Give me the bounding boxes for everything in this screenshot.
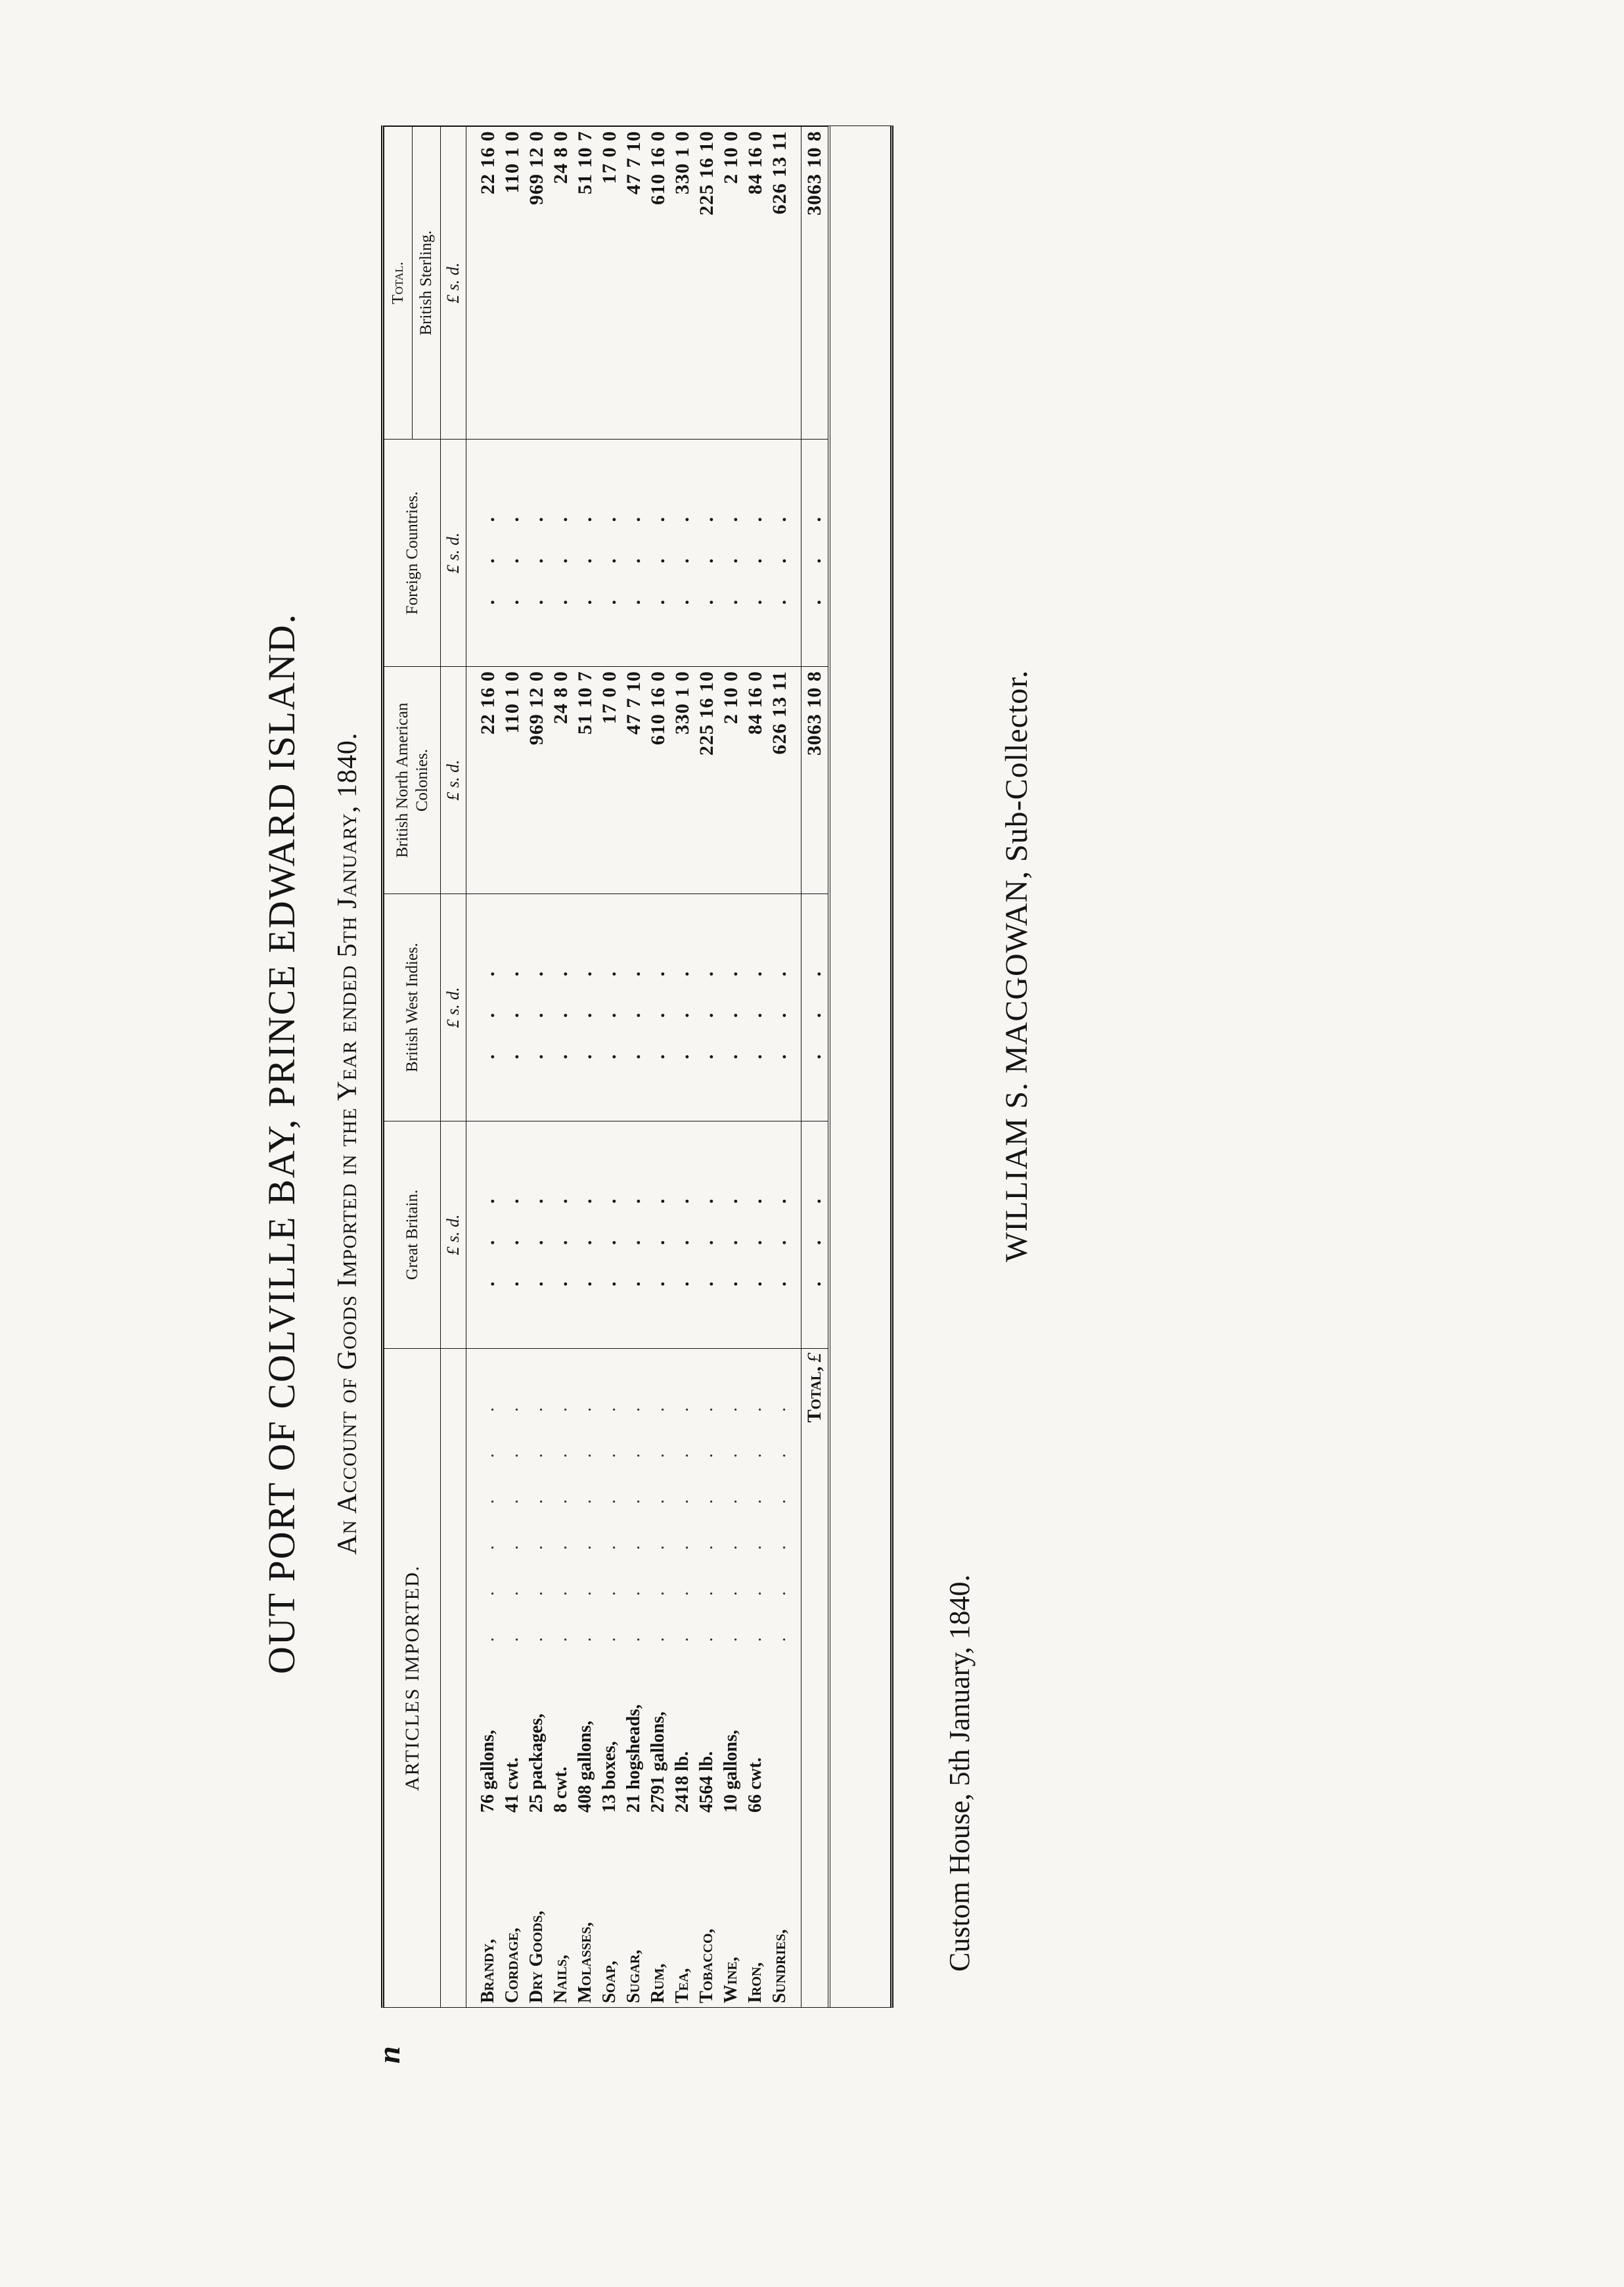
- bwi-value: . . .: [597, 894, 621, 1121]
- bnac-value: 24 8 0: [549, 667, 573, 894]
- table-row: [646, 127, 670, 2008]
- article-cell: [476, 1348, 500, 2007]
- bnac-header: British North American Colonies.: [384, 667, 441, 894]
- table-row: [719, 127, 743, 2008]
- foreign-total: . . .: [801, 440, 830, 667]
- total-value: 610 16 0: [646, 127, 670, 440]
- article-cell: [573, 1348, 597, 2007]
- bwi-value: . . .: [719, 894, 743, 1121]
- article-cell: [767, 1348, 792, 2007]
- article-quantity: 408 gallons,: [575, 1720, 595, 1813]
- dot-leader: . . . . . .: [599, 1389, 620, 1642]
- table-row: [500, 127, 524, 2008]
- article-cell: [719, 1348, 743, 2007]
- spacer-cell: [466, 127, 476, 440]
- spacer-row: [466, 127, 476, 2008]
- bwi-value: . . .: [743, 894, 767, 1121]
- dot-leader: . . . . . .: [478, 1389, 498, 1642]
- spacer-row: [792, 127, 801, 2008]
- gb-value: . . .: [646, 1121, 670, 1348]
- article-quantity: 66 cwt.: [745, 1757, 765, 1813]
- bwi-total: . . .: [801, 894, 830, 1121]
- table-row: [670, 127, 694, 2008]
- spacer-cell: [792, 1121, 801, 1348]
- foreign-value: . . .: [646, 440, 670, 667]
- spacer-cell: [792, 127, 801, 440]
- bwi-value: . . .: [621, 894, 646, 1121]
- table-row: [743, 127, 767, 2008]
- gb-total: . . .: [801, 1121, 830, 1348]
- dot-leader: . . . . . .: [745, 1389, 765, 1642]
- page-mark: n: [372, 2046, 407, 2064]
- article-cell: [743, 1348, 767, 2007]
- gb-value: . . .: [621, 1121, 646, 1348]
- bwi-value: . . .: [549, 894, 573, 1121]
- foreign-value: . . .: [743, 440, 767, 667]
- table-row: [549, 127, 573, 2008]
- bwi-value: . . .: [646, 894, 670, 1121]
- article-quantity: 76 gallons,: [478, 1729, 498, 1813]
- article-name: Tea,: [672, 1968, 692, 2003]
- bwi-value: . . .: [767, 894, 792, 1121]
- gb-value: . . .: [767, 1121, 792, 1348]
- bwi-value: . . .: [573, 894, 597, 1121]
- article-name: Brandy,: [478, 1939, 498, 2003]
- article-name: Dry Goods,: [526, 1911, 547, 2003]
- article-name: Soap,: [599, 1960, 620, 2003]
- spacer-cell: [466, 894, 476, 1121]
- spacer-cell: [466, 1121, 476, 1348]
- dot-leader: . . . . . .: [623, 1389, 644, 1642]
- total-value: 24 8 0: [549, 127, 573, 440]
- table-row: [573, 127, 597, 2008]
- total-value: 47 7 10: [621, 127, 646, 440]
- pound-sign: £: [803, 1352, 825, 1363]
- foreign-value: . . .: [767, 440, 792, 667]
- total-value: 84 16 0: [743, 127, 767, 440]
- total-value: 17 0 0: [597, 127, 621, 440]
- article-name: Cordage,: [502, 1927, 522, 2003]
- foreign-value: . . .: [476, 440, 500, 667]
- foreign-value: . . .: [597, 440, 621, 667]
- bnac-value: 51 10 7: [573, 667, 597, 894]
- article-cell: [694, 1348, 719, 2007]
- gb-value: . . .: [573, 1121, 597, 1348]
- article-quantity: 2791 gallons,: [648, 1711, 668, 1813]
- bnac-units: £ s. d.: [441, 667, 466, 894]
- article-quantity: 2418 lb.: [672, 1751, 692, 1813]
- article-name: Molasses,: [575, 1922, 595, 2003]
- foreign-value: . . .: [524, 440, 549, 667]
- place-date: Custom House, 5th January, 1840.: [943, 1574, 976, 1972]
- bwi-value: . . .: [694, 894, 719, 1121]
- table-row: [767, 127, 792, 2008]
- gb-value: . . .: [743, 1121, 767, 1348]
- dot-leader: . . . . . .: [575, 1389, 595, 1642]
- article-quantity: 10 gallons,: [721, 1729, 741, 1813]
- bwi-units: £ s. d.: [441, 894, 466, 1121]
- bnac-value: 330 1 0: [670, 667, 694, 894]
- foreign-value: . . .: [500, 440, 524, 667]
- gb-value: . . .: [719, 1121, 743, 1348]
- bnac-value: 17 0 0: [597, 667, 621, 894]
- imports-table-body: [466, 127, 830, 2008]
- dot-leader: . . . . . .: [648, 1389, 668, 1642]
- gb-value: . . .: [694, 1121, 719, 1348]
- grand-total: 3063 10 8: [801, 127, 830, 440]
- bwi-value: . . .: [524, 894, 549, 1121]
- spacer-cell: [466, 667, 476, 894]
- bnac-total: 3063 10 8: [801, 667, 830, 894]
- foreign-value: . . .: [694, 440, 719, 667]
- foreign-value: . . .: [549, 440, 573, 667]
- total-value: 330 1 0: [670, 127, 694, 440]
- bnac-value: 626 13 11: [767, 667, 792, 894]
- page-title: OUT PORT OF COLVILLE BAY, PRINCE EDWARD ISLAND.: [260, 612, 303, 1675]
- dot-leader: . . . . . .: [696, 1389, 717, 1642]
- signature: WILLIAM S. MACGOWAN, Sub-Collector.: [999, 669, 1034, 1262]
- table-row: [694, 127, 719, 2008]
- bnac-value: 969 12 0: [524, 667, 549, 894]
- article-cell: [621, 1348, 646, 2007]
- dot-leader: . . . . . .: [502, 1389, 522, 1642]
- foreign-value: . . .: [573, 440, 597, 667]
- gb-value: . . .: [549, 1121, 573, 1348]
- foreign-value: . . .: [670, 440, 694, 667]
- gb-value: . . .: [670, 1121, 694, 1348]
- british-west-indies-header: British West Indies.: [384, 894, 441, 1121]
- foreign-value: . . .: [719, 440, 743, 667]
- article-name: Wine,: [721, 1957, 741, 2003]
- gb-value: . . .: [597, 1121, 621, 1348]
- british-sterling-header: British Sterling.: [413, 127, 441, 440]
- articles-header: ARTICLES IMPORTED.: [384, 1348, 441, 2007]
- spacer-cell: [792, 667, 801, 894]
- total-value: 22 16 0: [476, 127, 500, 440]
- table-row: [621, 127, 646, 2008]
- bnac-value: 2 10 0: [719, 667, 743, 894]
- bnac-value: 47 7 10: [621, 667, 646, 894]
- gb-units: £ s. d.: [441, 1121, 466, 1348]
- article-quantity: 4564 lb.: [696, 1751, 717, 1813]
- articles-units-cell: [441, 1348, 466, 2007]
- table-row: [476, 127, 500, 2008]
- spacer-cell: [792, 894, 801, 1121]
- bwi-value: . . .: [670, 894, 694, 1121]
- gb-value: . . .: [500, 1121, 524, 1348]
- spacer-cell: [466, 1348, 476, 2007]
- total-row: [801, 127, 830, 2008]
- bnac-value: 22 16 0: [476, 667, 500, 894]
- foreign-value: . . .: [621, 440, 646, 667]
- article-cell: [500, 1348, 524, 2007]
- bnac-value: 225 16 10: [694, 667, 719, 894]
- bnac-value: 610 16 0: [646, 667, 670, 894]
- gb-value: . . .: [476, 1121, 500, 1348]
- article-quantity: 21 hogsheads,: [623, 1704, 644, 1813]
- total-units: £ s. d.: [441, 127, 466, 440]
- spacer-cell: [466, 440, 476, 667]
- bnac-value: 110 1 0: [500, 667, 524, 894]
- table-row: [524, 127, 549, 2008]
- gb-value: . . .: [524, 1121, 549, 1348]
- imports-table: [384, 126, 830, 2007]
- article-quantity: 41 cwt.: [502, 1757, 522, 1813]
- dot-leader: . . . . . .: [526, 1389, 547, 1642]
- article-quantity: 13 boxes,: [599, 1741, 620, 1813]
- article-name: Rum,: [648, 1963, 668, 2003]
- foreign-countries-header: Foreign Countries.: [384, 440, 441, 667]
- dot-leader: . . . . . .: [551, 1389, 571, 1642]
- total-value: 2 10 0: [719, 127, 743, 440]
- article-name: Nails,: [551, 1955, 571, 2003]
- article-cell: [549, 1348, 573, 2007]
- spacer-cell: [792, 440, 801, 667]
- total-value: 626 13 11: [767, 127, 792, 440]
- article-name: Sugar,: [623, 1949, 644, 2003]
- article-name: Tobacco,: [696, 1928, 717, 2003]
- total-value: 225 16 10: [694, 127, 719, 440]
- total-label-cell: [801, 1348, 830, 2007]
- table-row: [597, 127, 621, 2008]
- foreign-units: £ s. d.: [441, 440, 466, 667]
- article-name: Sundries,: [769, 1929, 790, 2003]
- great-britain-header: Great Britain.: [384, 1121, 441, 1348]
- total-value: 969 12 0: [524, 127, 549, 440]
- article-quantity: 8 cwt.: [551, 1767, 571, 1813]
- total-header: Total.: [384, 127, 413, 440]
- article-quantity: 25 packages,: [526, 1713, 547, 1813]
- total-label: Total,: [803, 1366, 825, 1423]
- total-value: 110 1 0: [500, 127, 524, 440]
- bwi-value: . . .: [476, 894, 500, 1121]
- spacer-cell: [792, 1348, 801, 2007]
- article-cell: [597, 1348, 621, 2007]
- bwi-value: . . .: [500, 894, 524, 1121]
- article-cell: [670, 1348, 694, 2007]
- page-subtitle: An Account of Goods Imported in the Year ended 5th January, 1840.: [332, 732, 363, 1555]
- dot-leader: . . . . . .: [769, 1389, 790, 1642]
- dot-leader: . . . . . .: [721, 1389, 741, 1642]
- imports-table-frame: [381, 125, 893, 2008]
- total-value: 51 10 7: [573, 127, 597, 440]
- dot-leader: . . . . . .: [672, 1389, 692, 1642]
- article-cell: [646, 1348, 670, 2007]
- bnac-value: 84 16 0: [743, 667, 767, 894]
- article-name: Iron,: [745, 1962, 765, 2003]
- article-cell: [524, 1348, 549, 2007]
